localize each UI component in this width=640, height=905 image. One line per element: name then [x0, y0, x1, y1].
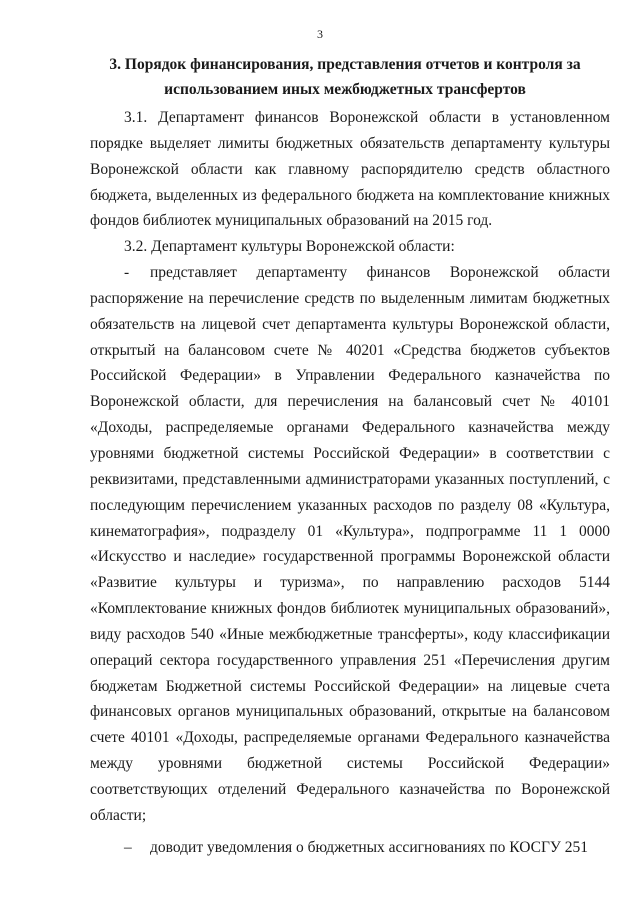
list-marker: – — [124, 838, 132, 856]
document-body — [90, 105, 610, 860]
list-item-text: доводит уведомления о бюджетных ассигнованиях по КОСГУ 251 — [150, 838, 589, 856]
section-title-line-1: 3. Порядок финансирования, представления отчетов и контроля за — [109, 56, 581, 73]
section-title-line-2: использованием иных межбюджетных трансфертов — [164, 81, 526, 98]
section-heading — [60, 52, 630, 102]
list-item — [90, 260, 610, 829]
list-marker: - — [124, 264, 130, 282]
list-item — [90, 835, 610, 861]
list-item-text: представляет департаменту финансов Воронежской области распоряжение на перечисление средств по выделенным лимитам бюджетных обязательств на лицевой счет департамента культуры Воронежской области, открытый на балансовом счете № 40201 «Средства бюджетов субъектов Российской Федерации» в Управлении Федерального казначейства по Воронежской области, для перечисления на балансовый счет № 40101 «Доходы, распределяемые органами Федерального казначейства между уровнями бюджетной системы Российской Федерации» в соответствии с реквизитами, представленными администраторами указанных поступлений, с последующим перечислением указанных расходов по разделу 08 «Культура, кинематография», подразделу 01 «Культура», подпрограмме 11 1 0000 «Искусство и наследие» государственной программы Воронежской области «Развитие культуры и туризма», по направлению расходов 5144 «Комплектование книжных фондов библиотек муниципальных образований», виду расходов 540 «Иные межбюджетные трансферты», коду классификации операций сектора государственного управления 251 «Перечисления другим бюджетам Бюджетной системы Российской Федерации» на лицевые счета финансовых органов муниципальных образований, открытые на балансовом счете 40101 «Доходы, распределяемые органами Федерального казначейства между уровнями бюджетной системы Российской Федерации» соответствующих отделений Федерального казначейства по Воронежской области; — [90, 264, 610, 824]
paragraph-3-1: 3.1. Департамент финансов Воронежской области в установленном порядке выделяет лимиты бюджетных обязательств департаменту культуры Воронежской области как главному распорядителю средств областного бюджета, выделенных из федерального бюджета на комплектование книжных фондов библиотек муниципальных образований на 2015 год. — [90, 109, 610, 230]
paragraph-3-2: 3.2. Департамент культуры Воронежской области: — [124, 238, 455, 256]
page-number: 3 — [317, 27, 323, 41]
